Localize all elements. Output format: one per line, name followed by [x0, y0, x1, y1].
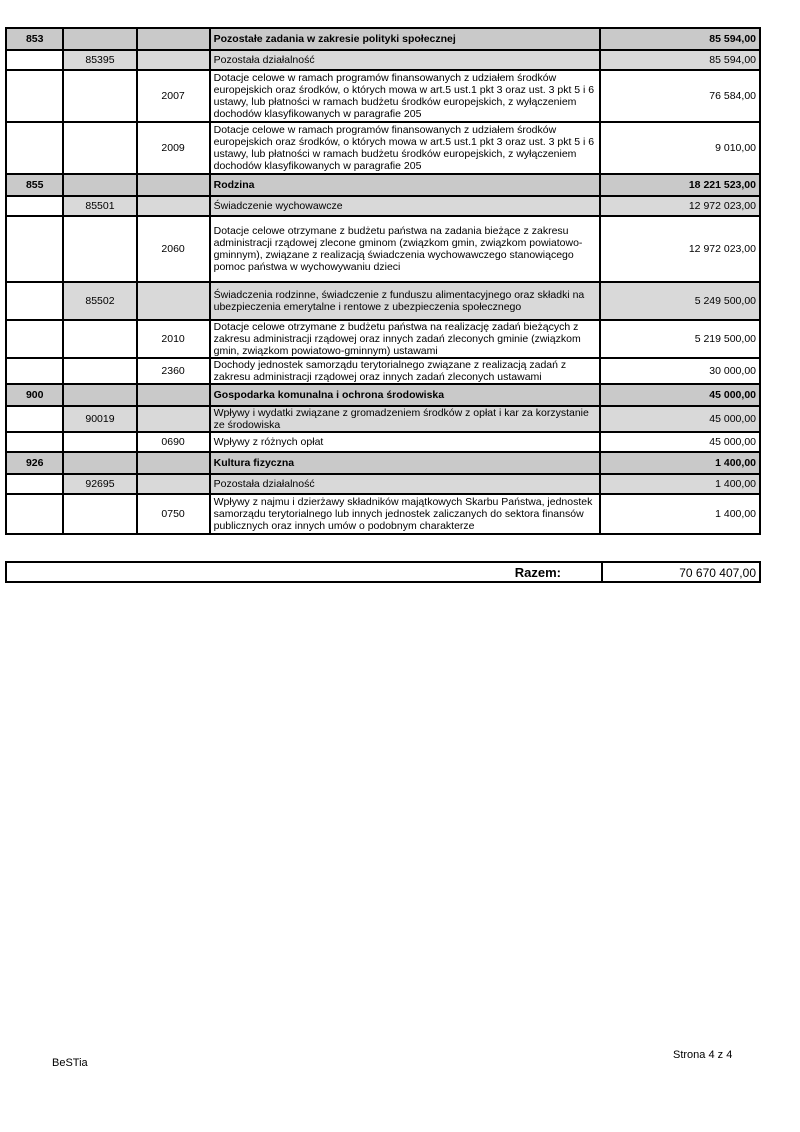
empty-cell: [6, 70, 63, 122]
dzial-code: 900: [6, 384, 63, 406]
dzial-code: 853: [6, 28, 63, 50]
empty-cell: [137, 196, 210, 216]
rozdzial-amount: 5 249 500,00: [600, 282, 760, 320]
dzial-name: Gospodarka komunalna i ochrona środowiska: [210, 384, 601, 406]
dzial-amount: 45 000,00: [600, 384, 760, 406]
paragraf-name: Wpływy z różnych opłat: [210, 432, 601, 452]
rozdzial-row: [6, 282, 760, 320]
empty-cell: [6, 406, 63, 432]
rozdzial-row: [6, 50, 760, 70]
empty-cell: [63, 28, 136, 50]
paragraf-name: Dotacje celowe otrzymane z budżetu państwa na zadania bieżące z zakresu administracji rządowej zlecone gminom (związkom gmin, związkom powiatowo-gminnym), związane z realizacją świadczenia wychowawczego stanowiącego pomoc państwa w wychowywaniu dzieci: [210, 216, 601, 282]
rozdzial-code: 85502: [63, 282, 136, 320]
paragraf-code: 0690: [137, 432, 210, 452]
budget-table: [5, 27, 761, 535]
rozdzial-name: Pozostała działalność: [210, 474, 601, 494]
total-row: [5, 561, 761, 583]
paragraf-amount: 1 400,00: [600, 494, 760, 534]
empty-cell: [63, 216, 136, 282]
empty-cell: [137, 474, 210, 494]
rozdzial-row: [6, 406, 760, 432]
empty-cell: [6, 282, 63, 320]
empty-cell: [63, 174, 136, 196]
paragraf-row: [6, 320, 760, 358]
dzial-amount: 85 594,00: [600, 28, 760, 50]
footer-app-name: BeSTia: [52, 1057, 88, 1069]
empty-cell: [63, 494, 136, 534]
paragraf-row: [6, 494, 760, 534]
rozdzial-amount: 1 400,00: [600, 474, 760, 494]
paragraf-amount: 76 584,00: [600, 70, 760, 122]
rozdzial-amount: 12 972 023,00: [600, 196, 760, 216]
empty-cell: [137, 50, 210, 70]
paragraf-code: 2009: [137, 122, 210, 174]
rozdzial-code: 90019: [63, 406, 136, 432]
paragraf-amount: 30 000,00: [600, 358, 760, 384]
dzial-amount: 18 221 523,00: [600, 174, 760, 196]
rozdzial-amount: 85 594,00: [600, 50, 760, 70]
paragraf-row: [6, 122, 760, 174]
empty-cell: [137, 282, 210, 320]
page-number: Strona 4 z 4: [673, 1049, 733, 1061]
empty-cell: [6, 358, 63, 384]
rozdzial-code: 85501: [63, 196, 136, 216]
rozdzial-amount: 45 000,00: [600, 406, 760, 432]
paragraf-row: [6, 216, 760, 282]
paragraf-code: 2060: [137, 216, 210, 282]
dzial-code: 855: [6, 174, 63, 196]
empty-cell: [6, 432, 63, 452]
empty-cell: [63, 122, 136, 174]
empty-cell: [137, 452, 210, 474]
paragraf-row: [6, 358, 760, 384]
rozdzial-name: Świadczenie wychowawcze: [210, 196, 601, 216]
paragraf-code: 2010: [137, 320, 210, 358]
empty-cell: [6, 216, 63, 282]
dzial-row: [6, 384, 760, 406]
empty-cell: [63, 432, 136, 452]
dzial-row: [6, 28, 760, 50]
dzial-name: Pozostałe zadania w zakresie polityki społecznej: [210, 28, 601, 50]
paragraf-name: Dotacje celowe w ramach programów finansowanych z udziałem środków europejskich oraz środków, o których mowa w art.5 ust.1 pkt 3 oraz ust. 3 pkt 5 i 6 ustawy, lub płatności w ramach budżetu środków europejskich, z wyłączeniem dochodów klasyfikowanych w paragrafie 205: [210, 70, 601, 122]
paragraf-amount: 9 010,00: [600, 122, 760, 174]
total-value: 70 670 407,00: [601, 563, 759, 581]
empty-cell: [63, 452, 136, 474]
paragraf-row: [6, 70, 760, 122]
rozdzial-name: Świadczenia rodzinne, świadczenie z funduszu alimentacyjnego oraz składki na ubezpieczenia emerytalne i rentowe z ubezpieczenia społecznego: [210, 282, 601, 320]
empty-cell: [6, 196, 63, 216]
paragraf-name: Dotacje celowe otrzymane z budżetu państwa na realizację zadań bieżących z zakresu administracji rządowej oraz innych zadań zleconych gminie (związkom gmin, związkom powiatowo-gminnym) ustawami: [210, 320, 601, 358]
paragraf-amount: 5 219 500,00: [600, 320, 760, 358]
paragraf-code: 2360: [137, 358, 210, 384]
empty-cell: [63, 384, 136, 406]
empty-cell: [6, 50, 63, 70]
empty-cell: [137, 174, 210, 196]
paragraf-name: Dotacje celowe w ramach programów finansowanych z udziałem środków europejskich oraz środków, o których mowa w art.5 ust.1 pkt 3 oraz ust. 3 pkt 5 i 6 ustawy, lub płatności w ramach budżetu środków europejskich, z wyłączeniem dochodów klasyfikowanych w paragrafie 205: [210, 122, 601, 174]
empty-cell: [137, 384, 210, 406]
rozdzial-row: [6, 196, 760, 216]
dzial-row: [6, 452, 760, 474]
empty-cell: [137, 28, 210, 50]
rozdzial-code: 85395: [63, 50, 136, 70]
paragraf-name: Wpływy z najmu i dzierżawy składników majątkowych Skarbu Państwa, jednostek samorządu terytorialnego lub innych jednostek zaliczanych do sektora finansów publicznych oraz innych umów o podobnym charakterze: [210, 494, 601, 534]
paragraf-name: Dochody jednostek samorządu terytorialnego związane z realizacją zadań z zakresu administracji rządowej oraz innych zadań zleconych ustawami: [210, 358, 601, 384]
paragraf-code: 2007: [137, 70, 210, 122]
paragraf-code: 0750: [137, 494, 210, 534]
rozdzial-name: Pozostała działalność: [210, 50, 601, 70]
total-label: Razem:: [514, 565, 561, 580]
dzial-row: [6, 174, 760, 196]
rozdzial-row: [6, 474, 760, 494]
empty-cell: [137, 406, 210, 432]
empty-cell: [6, 122, 63, 174]
budget-table-body: [6, 28, 760, 534]
empty-cell: [63, 70, 136, 122]
empty-cell: [6, 474, 63, 494]
paragraf-row: [6, 432, 760, 452]
empty-cell: [6, 494, 63, 534]
empty-cell: [63, 320, 136, 358]
dzial-name: Rodzina: [210, 174, 601, 196]
rozdzial-code: 92695: [63, 474, 136, 494]
rozdzial-name: Wpływy i wydatki związane z gromadzeniem środków z opłat i kar za korzystanie ze środowiska: [210, 406, 601, 432]
empty-cell: [63, 358, 136, 384]
paragraf-amount: 12 972 023,00: [600, 216, 760, 282]
dzial-code: 926: [6, 452, 63, 474]
empty-cell: [6, 320, 63, 358]
paragraf-amount: 45 000,00: [600, 432, 760, 452]
dzial-name: Kultura fizyczna: [210, 452, 601, 474]
dzial-amount: 1 400,00: [600, 452, 760, 474]
